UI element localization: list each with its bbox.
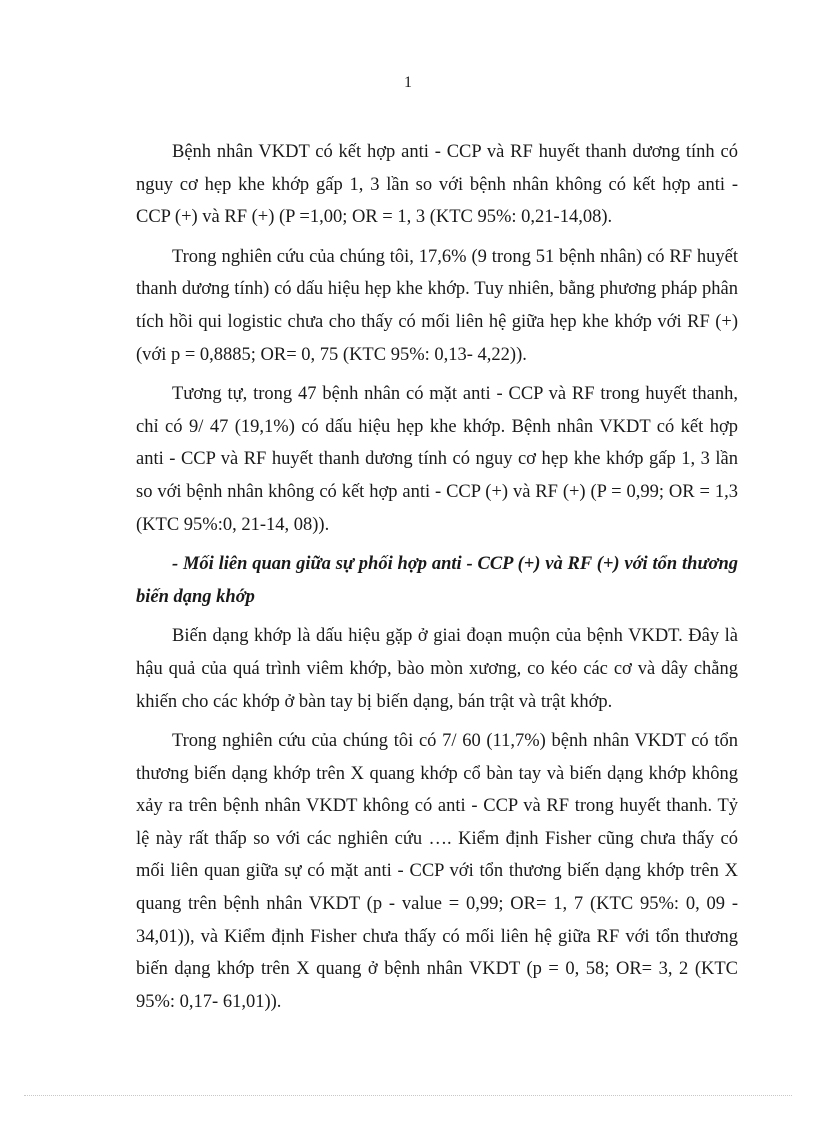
document-body [136,136,738,1025]
paragraph: Trong nghiên cứu của chúng tôi có 7/ 60 (11,7%) bệnh nhân VKDT có tổn thương biến dạng khớp trên X quang khớp cổ bàn tay và biến dạng khớp không xảy ra trên bệnh nhân VKDT không có anti - CCP và RF trong huyết thanh. Tỷ lệ này rất thấp so với các nghiên cứu …. Kiểm định Fisher cũng chưa thấy có mối liên quan giữa sự có mặt anti - CCP với tổn thương biến dạng khớp trên X quang trên bệnh nhân VKDT (p - value = 0,99; OR= 1, 7 (KTC 95%: 0, 09 - 34,01)), và Kiểm định Fisher chưa thấy có mối liên hệ giữa RF với tổn thương biến dạng khớp trên X quang ở bệnh nhân VKDT (p = 0, 58; OR= 3, 2 (KTC 95%: 0,17- 61,01)). [136,731,738,1012]
paragraph: Tương tự, trong 47 bệnh nhân có mặt anti - CCP và RF trong huyết thanh, chỉ có 9/ 47 (19,1%) có dấu hiệu hẹp khe khớp. Bệnh nhân VKDT có kết hợp anti - CCP và RF huyết thanh dương tính có nguy cơ hẹp khe khớp gấp 1, 3 lần so với bệnh nhân không có kết hợp anti - CCP (+) và RF (+) (P = 0,99; OR = 1,3 (KTC 95%:0, 21-14, 08)). [136,384,738,535]
paragraph: Trong nghiên cứu của chúng tôi, 17,6% (9 trong 51 bệnh nhân) có RF huyết thanh dương tính) có dấu hiệu hẹp khe khớp. Tuy nhiên, bằng phương pháp phân tích hồi qui logistic chưa cho thấy có mối liên hệ giữa hẹp khe khớp với RF (+) (với p = 0,8885; OR= 0, 75 (KTC 95%: 0,13- 4,22)). [136,246,738,365]
section-heading: - Mối liên quan giữa sự phối hợp anti - CCP (+) và RF (+) với tổn thương biến dạng khớp [136,554,738,607]
paragraph: Biến dạng khớp là dấu hiệu gặp ở giai đoạn muộn của bệnh VKDT. Đây là hậu quả của quá trình viêm khớp, bào mòn xương, co kéo các cơ và dây chằng khiến cho các khớp ở bàn tay bị biến dạng, bán trật và trật khớp. [136,626,738,712]
page-bottom-divider [24,1095,792,1096]
paragraph: Bệnh nhân VKDT có kết hợp anti - CCP và RF huyết thanh dương tính có nguy cơ hẹp khe khớp gấp 1, 3 lần so với bệnh nhân không có kết hợp anti - CCP (+) và RF (+) (P =1,00; OR = 1, 3 (KTC 95%: 0,21-14,08). [136,142,738,228]
page-number: 1 [404,74,412,91]
